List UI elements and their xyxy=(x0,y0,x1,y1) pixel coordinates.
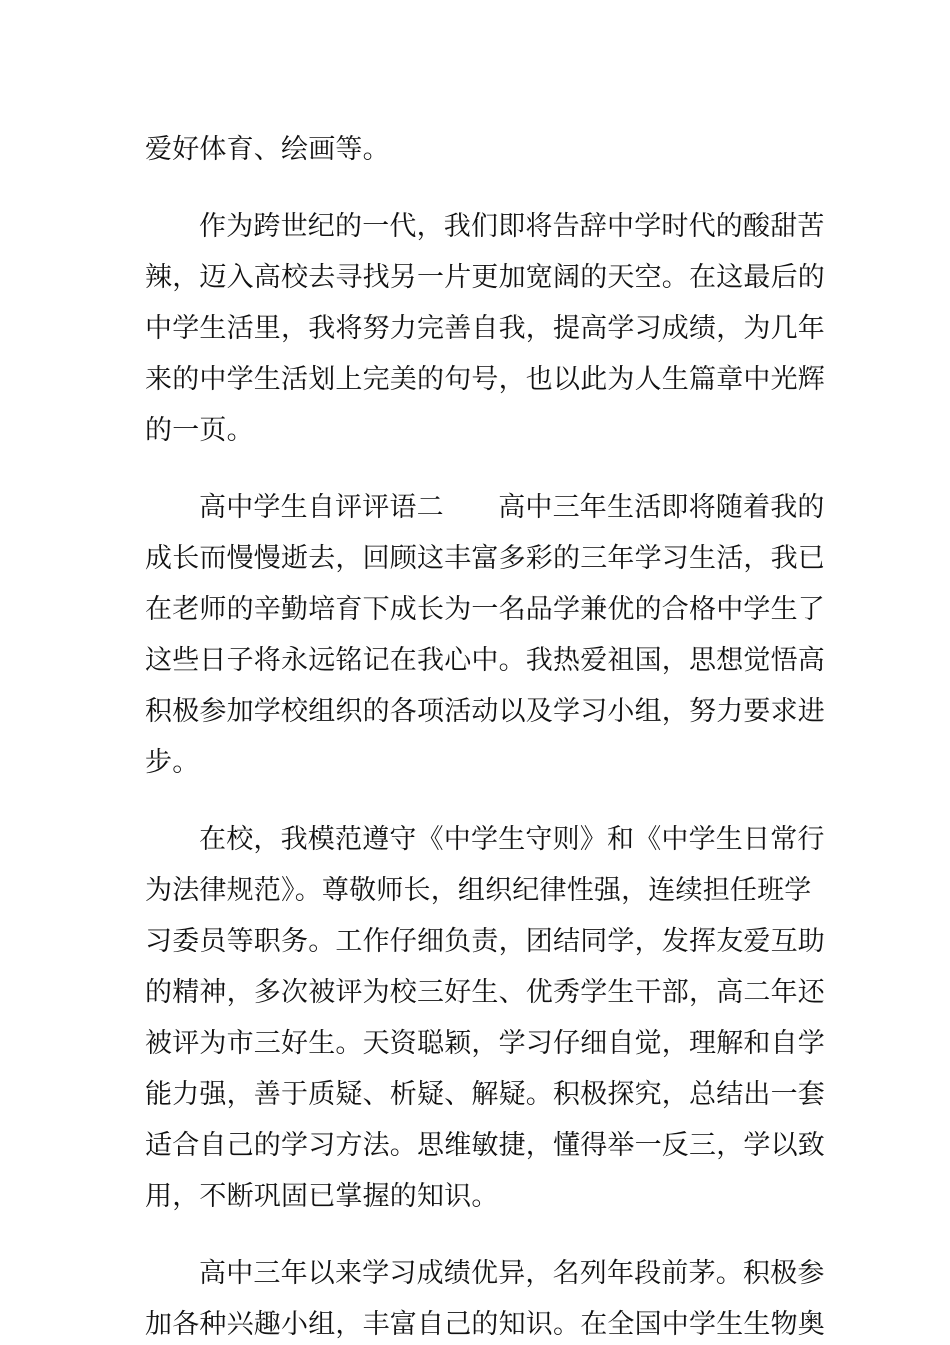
text-line: 被评为市三好生。天资聪颖，学习仔细自觉，理解和自学 xyxy=(145,1028,825,1059)
text-line: 的一页。 xyxy=(145,415,254,446)
text-line: 用，不断巩固已掌握的知识。 xyxy=(145,1181,499,1212)
text-line: 能力强，善于质疑、析疑、解疑。积极探究，总结出一套 xyxy=(145,1079,825,1110)
text-line: 的精神，多次被评为校三好生、优秀学生干部，高二年还 xyxy=(145,977,825,1008)
text-line: 积极参加学校组织的各项活动以及学习小组，努力要求进 xyxy=(145,696,825,727)
text-line: 适合自己的学习方法。思维敏捷，懂得举一反三，学以致 xyxy=(145,1130,825,1161)
text-line: 成长而慢慢逝去，回顾这丰富多彩的三年学习生活，我已 xyxy=(145,543,825,574)
text-line: 加各种兴趣小组，丰富自己的知识。在全国中学生生物奥 xyxy=(145,1309,825,1340)
text-line: 这些日子将永远铭记在我心中。我热爱祖国，思想觉悟高 xyxy=(145,645,825,676)
text-line: 步。 xyxy=(145,747,200,778)
text-line: 高中学生自评评语二 高中三年生活即将随着我的 xyxy=(199,492,825,523)
text-line: 作为跨世纪的一代，我们即将告辞中学时代的酸甜苦 xyxy=(199,211,825,242)
text-line: 来的中学生活划上完美的句号，也以此为人生篇章中光辉 xyxy=(145,364,825,395)
text-line: 中学生活里，我将努力完善自我，提高学习成绩，为几年 xyxy=(145,313,825,344)
text-line: 在老师的辛勤培育下成长为一名品学兼优的合格中学生了 xyxy=(145,594,825,625)
text-line: 在校，我模范遵守《中学生守则》和《中学生日常行 xyxy=(199,824,825,855)
text-line: 辣，迈入高校去寻找另一片更加宽阔的天空。在这最后的 xyxy=(145,262,825,293)
text-line: 为法律规范》。尊敬师长，组织纪律性强，连续担任班学 xyxy=(145,875,812,906)
text-line: 爱好体育、绘画等。 xyxy=(145,134,390,165)
text-line: 习委员等职务。工作仔细负责，团结同学，发挥友爱互助 xyxy=(145,926,825,957)
text-line: 高中三年以来学习成绩优异，名列年段前茅。积极参 xyxy=(199,1258,825,1289)
